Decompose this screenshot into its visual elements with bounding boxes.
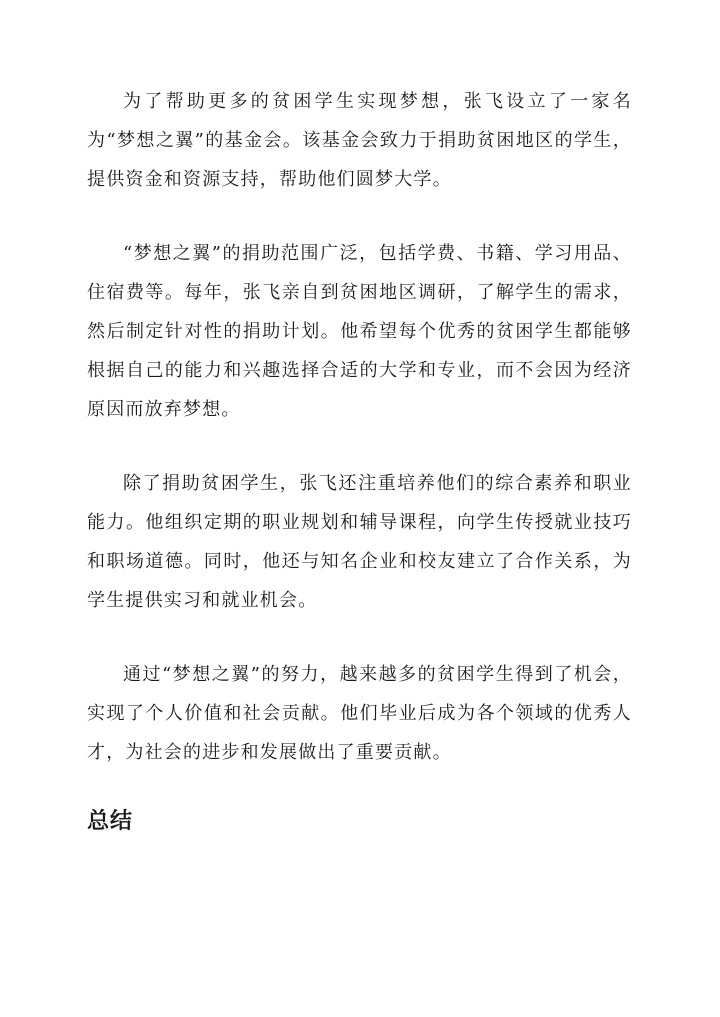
section-heading-summary: 总结 xyxy=(87,809,134,834)
paragraph-career-training: 除了捐助贫困学生，张飞还注重培养他们的综合素养和职业能力。他组织定期的职业规划和辅导课程，向学生传授就业技巧和职场道德。同时，他还与知名企业和校友建立了合作关系，为学生提供实习和就业机会。 xyxy=(87,473,632,611)
paragraph-outcomes: 通过“梦想之翼”的努力，越来越多的贫困学生得到了机会，实现了个人价值和社会贡献。他们毕业后成为各个领域的优秀人才，为社会的进步和发展做出了重要贡献。 xyxy=(87,664,632,763)
paragraph-foundation-intro: 为了帮助更多的贫困学生实现梦想，张飞设立了一家名为“梦想之翼”的基金会。该基金会致力于捐助贫困地区的学生，提供资金和资源支持，帮助他们圆梦大学。 xyxy=(87,91,632,190)
paragraph-donation-scope: “梦想之翼”的捐助范围广泛，包括学费、书籍、学习用品、住宿费等。每年，张飞亲自到贫困地区调研，了解学生的需求，然后制定针对性的捐助计划。他希望每个优秀的贫困学生都能够根据自己的能力和兴趣选择合适的大学和专业，而不会因为经济原因而放弃梦想。 xyxy=(87,243,632,420)
document-page xyxy=(87,82,632,837)
